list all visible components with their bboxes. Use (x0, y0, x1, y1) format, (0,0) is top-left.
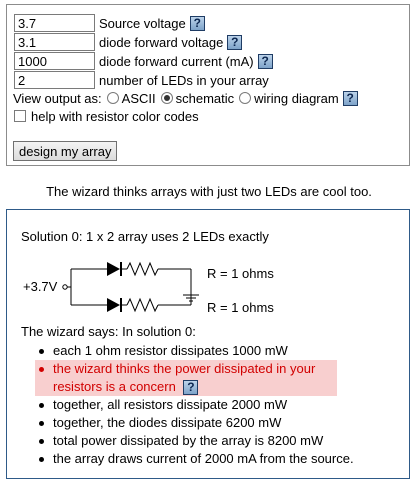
result-list (35, 342, 375, 468)
radio-ascii[interactable] (107, 92, 119, 104)
forward-voltage-label: diode forward voltage (99, 34, 224, 50)
warning-item (35, 360, 337, 396)
help-icon[interactable]: ? (190, 16, 205, 31)
resistor-icon (127, 299, 158, 311)
num-leds-label: number of LEDs in your array (99, 72, 269, 88)
source-voltage-label: +3.7V (23, 279, 58, 294)
resistor-label-bottom: R = 1 ohms (207, 300, 274, 315)
forward-current-row (14, 52, 273, 70)
source-voltage-input[interactable] (14, 14, 95, 32)
resistor-label-top: R = 1 ohms (207, 266, 274, 281)
warning-text: the wizard thinks the power dissipated in your resistors is a concern (53, 361, 316, 394)
list-item: total power dissipated by the array is 8200 mW (35, 432, 375, 450)
list-item: the array draws current of 2000 mA from the source. (35, 450, 375, 468)
color-codes-checkbox[interactable] (14, 110, 26, 122)
array-form (6, 4, 410, 166)
radio-wiring-diagram-label[interactable]: wiring diagram (254, 90, 339, 106)
help-icon[interactable]: ? (343, 91, 358, 106)
radio-schematic-label[interactable]: schematic (175, 90, 235, 106)
source-voltage-label: Source voltage (99, 15, 186, 31)
source-terminal-icon (63, 285, 67, 289)
num-leds-input[interactable] (14, 71, 95, 89)
resistor-icon (127, 263, 158, 275)
radio-wiring-diagram[interactable] (239, 92, 251, 104)
list-item: together, all resistors dissipate 2000 mW (35, 396, 375, 414)
led-diode-icon (107, 262, 120, 276)
help-icon[interactable]: ? (227, 35, 242, 50)
help-icon[interactable]: ? (183, 380, 198, 395)
radio-schematic[interactable] (161, 92, 173, 104)
color-codes-label[interactable]: help with resistor color codes (31, 108, 199, 124)
solution-panel (6, 209, 410, 479)
led-schematic (19, 255, 279, 319)
led-diode-icon (107, 298, 120, 312)
wizard-says: The wizard says: In solution 0: (21, 324, 196, 339)
forward-current-input[interactable] (14, 52, 95, 70)
radio-ascii-label[interactable]: ASCII (121, 90, 156, 106)
help-icon[interactable]: ? (258, 54, 273, 69)
view-output-row (13, 89, 358, 107)
view-output-label: View output as: (13, 90, 102, 106)
list-item: together, the diodes dissipate 6200 mW (35, 414, 375, 432)
wizard-note: The wizard thinks arrays with just two LEDs are cool too. (46, 184, 372, 199)
source-voltage-row (14, 14, 205, 32)
forward-voltage-row (14, 33, 242, 51)
forward-voltage-input[interactable] (14, 33, 95, 51)
num-leds-row (14, 71, 269, 89)
solution-title: Solution 0: 1 x 2 array uses 2 LEDs exactly (21, 229, 269, 244)
list-item: each 1 ohm resistor dissipates 1000 mW (35, 342, 375, 360)
forward-current-label: diode forward current (mA) (99, 53, 254, 69)
design-array-button[interactable]: design my array (13, 141, 117, 161)
color-codes-row (13, 107, 199, 125)
